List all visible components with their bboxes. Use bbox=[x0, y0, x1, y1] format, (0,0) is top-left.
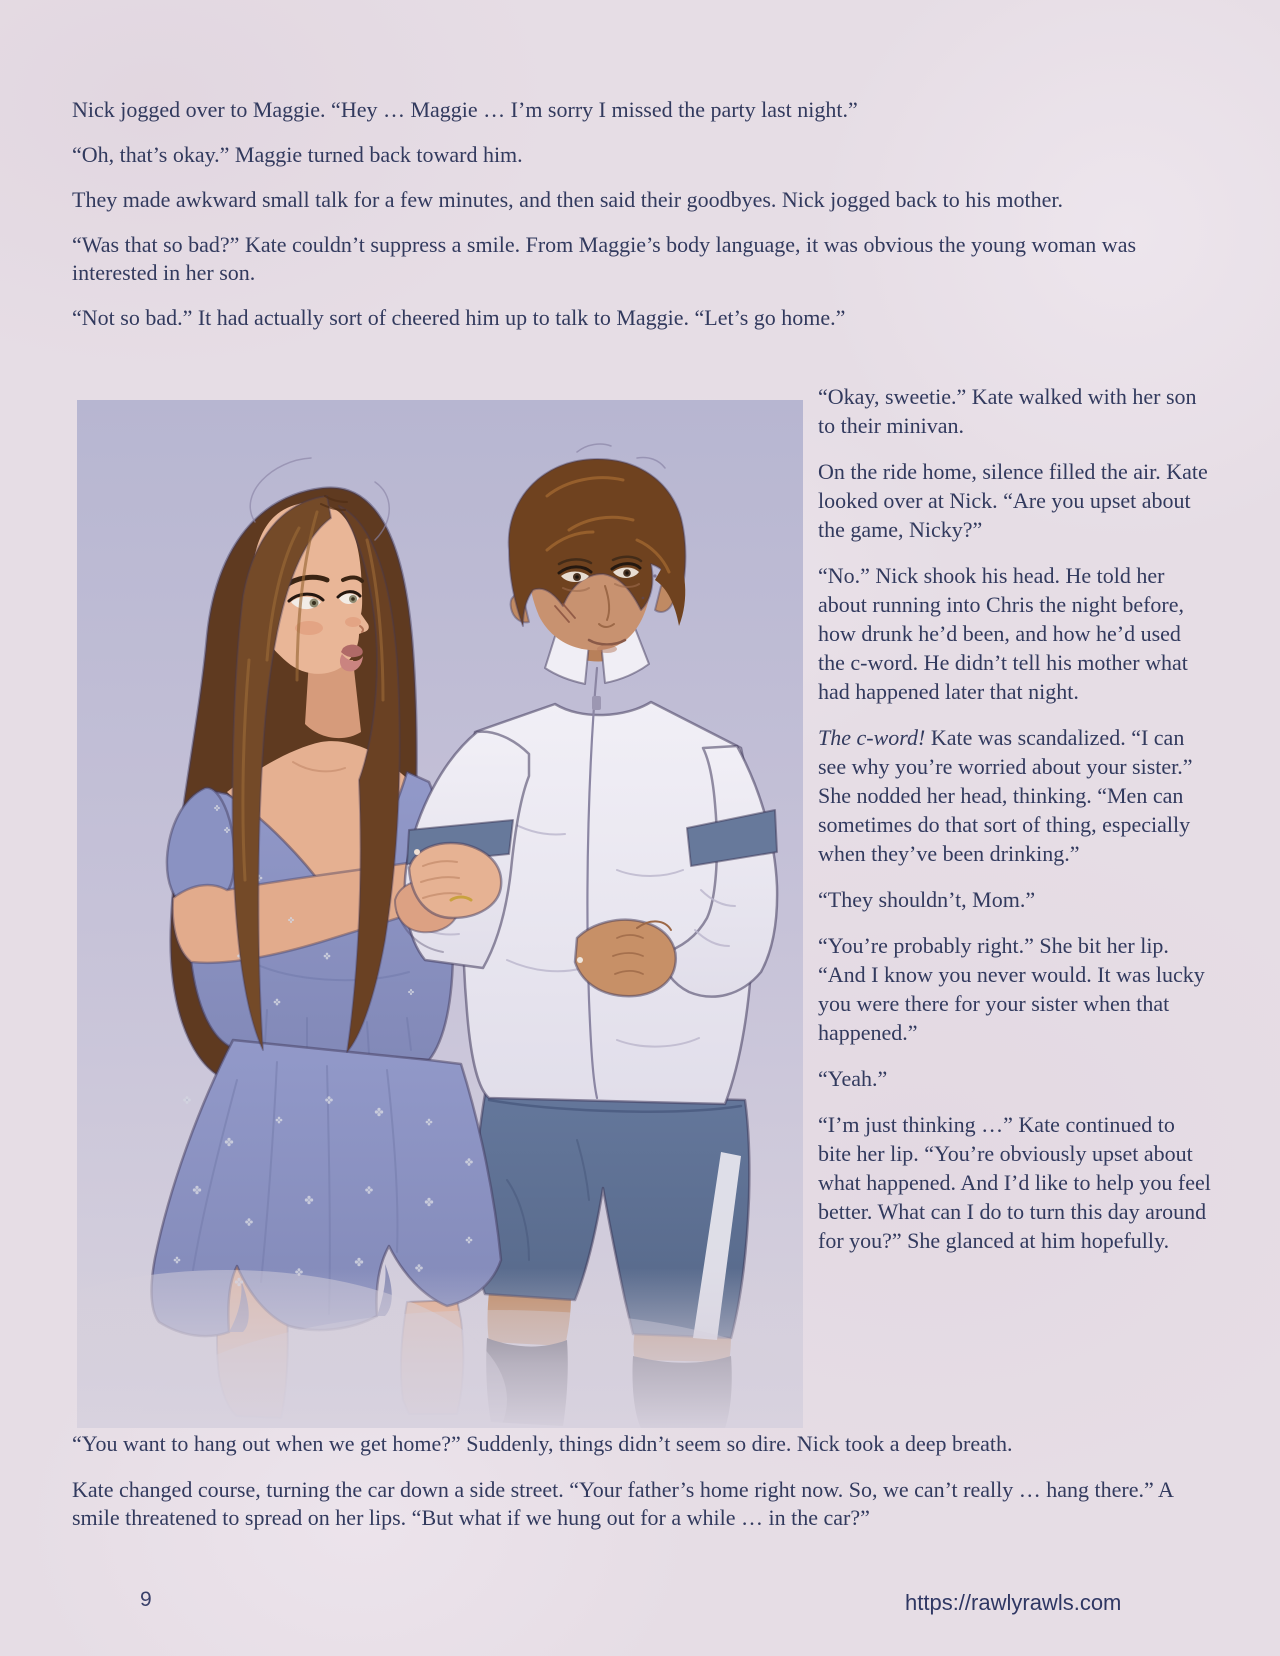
paragraph: They made awkward small talk for a few minutes, and then said their goodbyes. Nick jogged back to his mother. bbox=[72, 187, 1063, 212]
paragraph: Kate changed course, turning the car down a side street. “Your father’s home right now. So, we can’t really … hang there.” A smile threatened to spread on her lips. “But what if we hung out for a while … in the car?” bbox=[72, 1477, 1173, 1530]
closing-paragraphs bbox=[72, 1430, 1222, 1550]
intro-paragraphs bbox=[72, 96, 1210, 349]
story-illustration bbox=[77, 400, 803, 1428]
paragraph: “I’m just thinking …” Kate continued to bite her lip. “You’re obviously upset about what happened. And I’d like to help you feel better. What can I do to turn this day around for you?” She glanced at him hopefully. bbox=[818, 1112, 1211, 1253]
paragraph-text: Kate was scandalized. “I can see why you’re worried about your sister.” She nodded her head, thinking. “Men can sometimes do that sort of thing, especially when they’ve been drinking.” bbox=[818, 725, 1193, 866]
paragraph: On the ride home, silence filled the air. Kate looked over at Nick. “Are you upset about the game, Nicky?” bbox=[818, 459, 1208, 542]
paragraph: “Not so bad.” It had actually sort of cheered him up to talk to Maggie. “Let’s go home.” bbox=[72, 305, 846, 330]
paragraph: “No.” Nick shook his head. He told her about running into Chris the night before, how drunk he’d been, and how he’d used the c-word. He didn’t tell his mother what had happened later that night. bbox=[818, 563, 1188, 704]
paragraph: “You’re probably right.” She bit her lip. “And I know you never would. It was lucky you were there for your sister when that happened.” bbox=[818, 933, 1205, 1045]
side-paragraphs bbox=[818, 382, 1212, 1272]
paragraph: “Yeah.” bbox=[818, 1066, 888, 1091]
paragraph: Nick jogged over to Maggie. “Hey … Maggie … I’m sorry I missed the party last night.” bbox=[72, 97, 858, 122]
paragraph: “Was that so bad?” Kate couldn’t suppress a smile. From Maggie’s body language, it was obvious the young woman was interested in her son. bbox=[72, 232, 1137, 285]
italic-phrase: The c-word! bbox=[818, 725, 926, 750]
paragraph: “Oh, that’s okay.” Maggie turned back toward him. bbox=[72, 142, 523, 167]
paragraph: “They shouldn’t, Mom.” bbox=[818, 887, 1036, 912]
paragraph: “Okay, sweetie.” Kate walked with her son to their minivan. bbox=[818, 384, 1197, 438]
couple-artwork bbox=[77, 400, 803, 1428]
paragraph: “You want to hang out when we get home?” Suddenly, things didn’t seem so dire. Nick took a deep breath. bbox=[72, 1431, 1013, 1456]
page-number: 9 bbox=[140, 1588, 152, 1611]
paragraph bbox=[818, 723, 1212, 868]
site-url-link[interactable]: https://rawlyrawls.com bbox=[905, 1590, 1122, 1615]
